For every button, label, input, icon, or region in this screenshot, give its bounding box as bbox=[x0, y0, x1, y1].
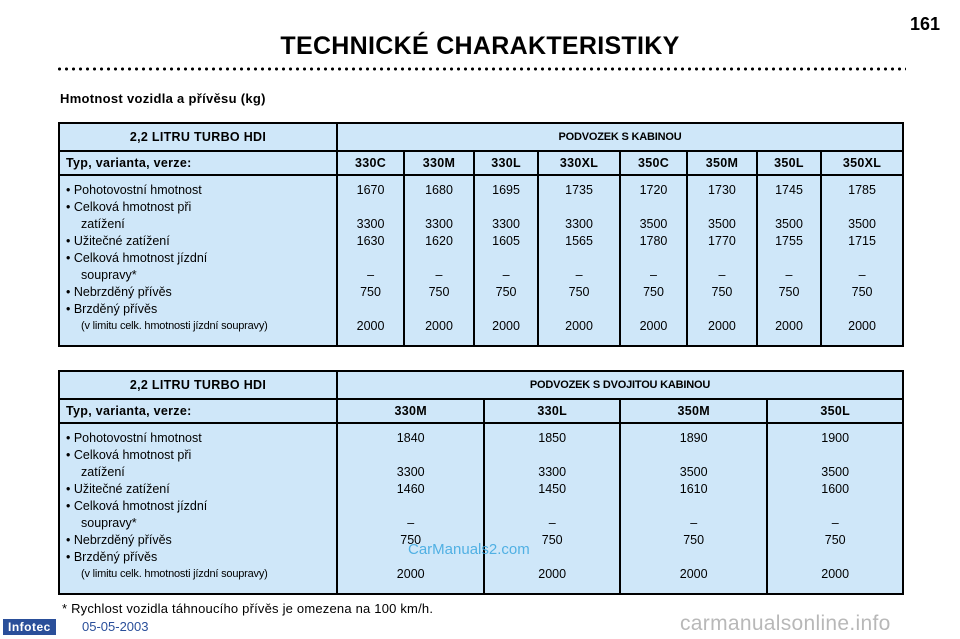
value-cell: 3500 bbox=[708, 217, 736, 231]
row-label: (v limitu celk. hmotnosti jízdní soupravy) bbox=[81, 568, 268, 580]
value-cell: – bbox=[548, 516, 556, 530]
row-label: • Užitečné zatížení bbox=[66, 482, 170, 496]
body-type-header: PODVOZEK S KABINOU bbox=[337, 123, 903, 151]
row-label: • Celková hmotnost při bbox=[66, 448, 192, 462]
value-cell: – bbox=[407, 516, 415, 530]
value-cell: 750 bbox=[360, 285, 381, 299]
row-label: • Užitečné zatížení bbox=[66, 234, 170, 248]
value-cell: 1605 bbox=[492, 234, 520, 248]
weight-table-single-cab bbox=[58, 122, 904, 347]
spacer bbox=[539, 199, 619, 216]
spacer bbox=[405, 250, 473, 267]
model-header: 330M bbox=[337, 399, 484, 423]
row-label: zatížení bbox=[81, 465, 125, 479]
value-cell: 750 bbox=[824, 533, 846, 547]
value-column bbox=[620, 175, 687, 346]
value-cell: 3300 bbox=[356, 217, 385, 231]
model-header: 330M bbox=[404, 151, 474, 175]
value-cell: 1630 bbox=[356, 234, 385, 248]
row-label: • Celková hmotnost jízdní bbox=[66, 251, 208, 265]
row-label: • Celková hmotnost při bbox=[66, 200, 192, 214]
engine-header: 2,2 LITRU TURBO HDI bbox=[59, 371, 337, 399]
row-label: soupravy* bbox=[81, 516, 137, 530]
spacer bbox=[688, 199, 756, 216]
spacer bbox=[621, 498, 766, 515]
row-label: (v limitu celk. hmotnosti jízdní soupravy) bbox=[81, 320, 268, 332]
value-cell: – bbox=[690, 516, 698, 530]
body-type-header: PODVOZEK S DVOJITOU KABINOU bbox=[337, 371, 903, 399]
value-cell: 2000 bbox=[679, 567, 708, 581]
watermark-carmanualsonline: carmanualsonline.info bbox=[680, 612, 891, 635]
spacer bbox=[475, 199, 537, 216]
row-label: soupravy* bbox=[81, 268, 137, 282]
value-cell: – bbox=[435, 268, 443, 282]
value-cell: 1600 bbox=[821, 482, 850, 496]
spacer bbox=[405, 301, 473, 318]
value-cell: 2000 bbox=[396, 567, 425, 581]
value-cell: 1745 bbox=[775, 183, 803, 197]
value-cell: 3300 bbox=[565, 217, 593, 231]
value-cell: 1620 bbox=[425, 234, 453, 248]
value-cell: 750 bbox=[711, 285, 733, 299]
spacer bbox=[758, 301, 820, 318]
spacer bbox=[758, 250, 820, 267]
value-cell: 3500 bbox=[639, 217, 668, 231]
value-column bbox=[337, 423, 484, 594]
value-column bbox=[757, 175, 821, 346]
spacer bbox=[539, 250, 619, 267]
value-cell: 1735 bbox=[565, 183, 593, 197]
row-label: • Nebrzděný přívěs bbox=[66, 533, 172, 547]
watermark-carmanuals2: CarManuals2.com bbox=[408, 541, 530, 558]
value-cell: 2000 bbox=[775, 319, 803, 333]
value-cell: 1610 bbox=[679, 482, 708, 496]
value-cell: 1890 bbox=[679, 431, 708, 445]
footer-date: 05-05-2003 bbox=[82, 619, 149, 634]
value-cell: – bbox=[367, 268, 375, 282]
value-cell: 1900 bbox=[821, 431, 850, 445]
value-cell: 1770 bbox=[708, 234, 736, 248]
value-cell: 2000 bbox=[565, 319, 593, 333]
value-column bbox=[620, 423, 767, 594]
value-cell: 1755 bbox=[775, 234, 803, 248]
model-header: 350M bbox=[620, 399, 767, 423]
spacer bbox=[338, 199, 403, 216]
value-cell: 2000 bbox=[708, 319, 736, 333]
row-label: • Celková hmotnost jízdní bbox=[66, 499, 208, 513]
value-cell: 750 bbox=[568, 285, 590, 299]
page-title: TECHNICKÉ CHARAKTERISTIKY bbox=[280, 32, 680, 60]
spacer bbox=[485, 447, 619, 464]
value-cell: 2000 bbox=[538, 567, 567, 581]
value-cell: 1785 bbox=[848, 183, 876, 197]
value-cell: – bbox=[650, 268, 657, 282]
spacer bbox=[768, 498, 902, 515]
infotec-logo: Infotec bbox=[3, 619, 56, 635]
spacer bbox=[485, 498, 619, 515]
model-header: 330XL bbox=[538, 151, 620, 175]
value-cell: 3500 bbox=[848, 217, 876, 231]
value-cell: 2000 bbox=[848, 319, 876, 333]
spacer bbox=[475, 301, 537, 318]
row-label: • Brzděný přívěs bbox=[66, 550, 158, 564]
value-column bbox=[484, 423, 620, 594]
value-cell: 2000 bbox=[639, 319, 668, 333]
spacer bbox=[621, 301, 686, 318]
spacer bbox=[621, 447, 766, 464]
value-cell: 750 bbox=[541, 533, 563, 547]
value-cell: 750 bbox=[851, 285, 873, 299]
value-cell: 1730 bbox=[708, 183, 736, 197]
value-cell: 3500 bbox=[679, 465, 708, 479]
type-label: Typ, varianta, verze: bbox=[59, 151, 337, 175]
value-column bbox=[474, 175, 538, 346]
model-header: 350C bbox=[620, 151, 687, 175]
model-header: 330C bbox=[337, 151, 404, 175]
section-title: Hmotnost vozidla a přívěsu (kg) bbox=[60, 91, 266, 106]
value-cell: 3300 bbox=[492, 217, 520, 231]
value-cell: – bbox=[575, 268, 583, 282]
spacer bbox=[822, 250, 902, 267]
engine-header: 2,2 LITRU TURBO HDI bbox=[59, 123, 337, 151]
spacer bbox=[822, 301, 902, 318]
spacer bbox=[822, 199, 902, 216]
value-cell: 3300 bbox=[396, 465, 425, 479]
value-column bbox=[337, 175, 404, 346]
spacer bbox=[621, 199, 686, 216]
spacer bbox=[475, 250, 537, 267]
dotted-divider bbox=[56, 66, 906, 72]
value-cell: 750 bbox=[400, 533, 422, 547]
spacer bbox=[539, 301, 619, 318]
value-cell: 1840 bbox=[396, 431, 425, 445]
value-column bbox=[538, 175, 620, 346]
value-cell: 1715 bbox=[848, 234, 876, 248]
value-cell: 3500 bbox=[821, 465, 850, 479]
value-cell: 2000 bbox=[425, 319, 453, 333]
row-labels bbox=[59, 423, 337, 594]
value-cell: 2000 bbox=[356, 319, 385, 333]
weight-table-double-cab bbox=[58, 370, 904, 595]
spacer bbox=[405, 199, 473, 216]
value-cell: 3500 bbox=[775, 217, 803, 231]
value-column bbox=[687, 175, 757, 346]
model-header: 350M bbox=[687, 151, 757, 175]
row-label: • Nebrzděný přívěs bbox=[66, 285, 172, 299]
value-cell: 1460 bbox=[396, 482, 425, 496]
spacer bbox=[688, 250, 756, 267]
value-cell: 3300 bbox=[538, 465, 567, 479]
value-cell: – bbox=[858, 268, 866, 282]
value-cell: – bbox=[502, 268, 510, 282]
value-cell: – bbox=[831, 516, 839, 530]
footnote: * Rychlost vozidla táhnoucího přívěs je omezena na 100 km/h. bbox=[62, 601, 434, 616]
value-column bbox=[767, 423, 903, 594]
value-cell: 750 bbox=[495, 285, 517, 299]
model-header: 350L bbox=[757, 151, 821, 175]
spacer bbox=[768, 549, 902, 566]
spacer bbox=[338, 301, 403, 318]
row-label: • Brzděný přívěs bbox=[66, 302, 158, 316]
row-labels bbox=[59, 175, 337, 346]
value-cell: 1670 bbox=[356, 183, 385, 197]
value-cell: 1780 bbox=[639, 234, 668, 248]
page-number: 161 bbox=[910, 14, 941, 34]
spacer bbox=[338, 250, 403, 267]
row-label: • Pohotovostní hmotnost bbox=[66, 183, 202, 197]
spacer bbox=[688, 301, 756, 318]
spacer bbox=[338, 447, 483, 464]
value-cell: 2000 bbox=[492, 319, 520, 333]
value-cell: 1565 bbox=[565, 234, 593, 248]
value-cell: – bbox=[718, 268, 726, 282]
model-header: 350L bbox=[767, 399, 903, 423]
value-cell: 3300 bbox=[425, 217, 453, 231]
value-cell: 750 bbox=[428, 285, 450, 299]
value-cell: 750 bbox=[643, 285, 664, 299]
row-label: • Pohotovostní hmotnost bbox=[66, 431, 202, 445]
model-header: 350XL bbox=[821, 151, 903, 175]
value-cell: 2000 bbox=[821, 567, 850, 581]
value-column bbox=[404, 175, 474, 346]
value-cell: – bbox=[785, 268, 793, 282]
spacer bbox=[621, 549, 766, 566]
value-cell: 750 bbox=[683, 533, 705, 547]
value-cell: 1720 bbox=[639, 183, 668, 197]
model-header: 330L bbox=[484, 399, 620, 423]
value-cell: 1680 bbox=[425, 183, 453, 197]
spacer bbox=[758, 199, 820, 216]
spacer bbox=[768, 447, 902, 464]
model-header: 330L bbox=[474, 151, 538, 175]
spacer bbox=[338, 498, 483, 515]
value-cell: 1850 bbox=[538, 431, 567, 445]
spacer bbox=[621, 250, 686, 267]
value-cell: 1695 bbox=[492, 183, 520, 197]
value-cell: 750 bbox=[778, 285, 800, 299]
row-label: zatížení bbox=[81, 217, 125, 231]
value-column bbox=[821, 175, 903, 346]
value-cell: 1450 bbox=[538, 482, 567, 496]
type-label: Typ, varianta, verze: bbox=[59, 399, 337, 423]
